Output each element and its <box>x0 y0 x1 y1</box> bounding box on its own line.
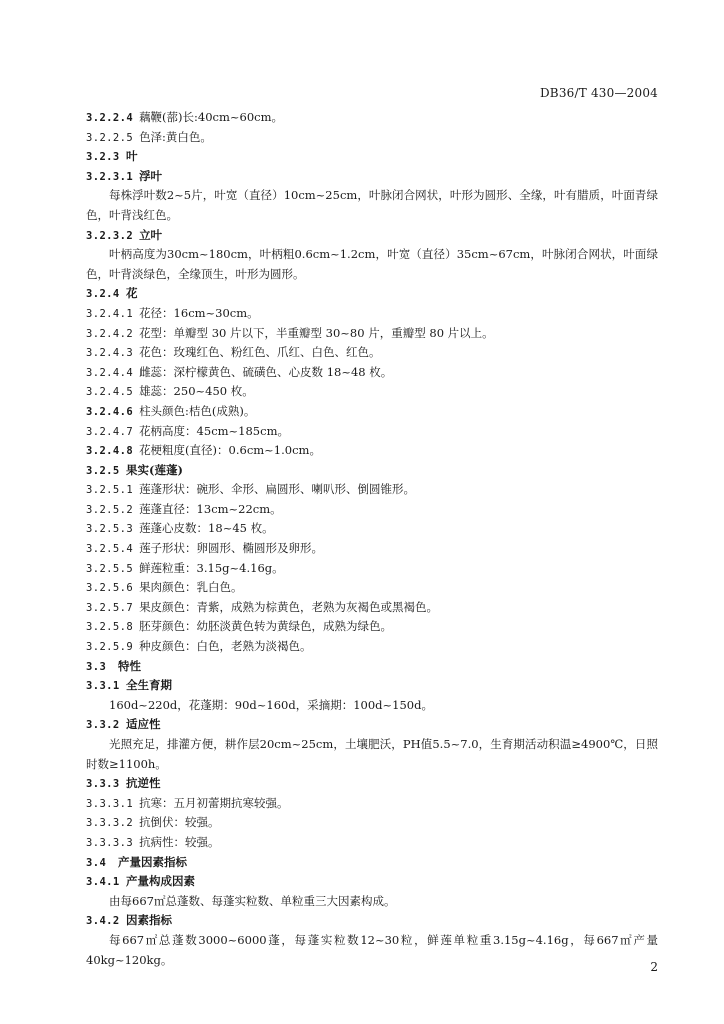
section-number: 3.2.4.7 <box>86 425 134 438</box>
section-text: 果皮颜色：青紫，成熟为棕黄色，老熟为灰褐色或黑褐色。 <box>139 599 439 614</box>
section-heading <box>86 167 658 187</box>
paragraph: 每株浮叶数2~5片，叶宽（直径）10cm~25cm，叶脉闭合网状，叶形为圆形、全缘，叶有腊质，叶面青绿色，叶背浅红色。 <box>86 188 658 222</box>
section-number: 3.2.5.4 <box>86 543 134 556</box>
section-number: 3.2.5.8 <box>86 621 134 634</box>
section-heading <box>86 578 658 598</box>
section-number: 3.2.3 <box>86 151 120 164</box>
section-heading <box>86 598 658 618</box>
section-text: 适应性 <box>126 717 161 732</box>
section-number: 3.2.5.3 <box>86 523 134 536</box>
section-heading <box>86 539 658 559</box>
section-number: 3.2.5.2 <box>86 503 134 516</box>
section-text: 花 <box>126 286 138 301</box>
section-heading <box>86 911 658 931</box>
section-text: 抗寒：五月初蕾期抗寒较强。 <box>139 795 289 810</box>
section-heading <box>86 715 658 735</box>
section-text: 雌蕊：深柠檬黄色、硫磺色、心皮数 18~48 枚。 <box>139 364 393 379</box>
section-number: 3.3.3.1 <box>86 797 134 810</box>
section-number: 3.3.1 <box>86 680 120 693</box>
section-number: 3.4.1 <box>86 876 120 889</box>
section-number: 3.2.4 <box>86 288 120 301</box>
section-number: 3.2.4.6 <box>86 405 134 418</box>
section-text: 色泽:黄白色。 <box>139 129 212 144</box>
section-text: 抗倒伏：较强。 <box>139 815 220 830</box>
section-number: 3.3.2 <box>86 719 120 732</box>
section-heading <box>86 794 658 814</box>
section-text: 浮叶 <box>139 168 163 183</box>
section-number: 3.2.5 <box>86 464 120 477</box>
section-heading <box>86 637 658 657</box>
section-heading <box>86 128 658 148</box>
section-heading <box>86 226 658 246</box>
section-heading <box>86 422 658 442</box>
section-heading <box>86 324 658 344</box>
section-heading <box>86 382 658 402</box>
document-body <box>86 108 658 970</box>
section-heading <box>86 363 658 383</box>
section-heading <box>86 500 658 520</box>
section-text: 雄蕊：250~450 枚。 <box>139 384 254 399</box>
section-text: 花径：16cm~30cm。 <box>139 305 259 320</box>
section-number: 3.2.5.7 <box>86 601 134 614</box>
section-text: 因素指标 <box>126 913 172 928</box>
section-text: 叶 <box>126 149 138 164</box>
section-text: 特性 <box>118 658 141 673</box>
section-text: 莲蓬形状：碗形、伞形、扁圆形、喇叭形、倒圆锥形。 <box>139 482 416 497</box>
section-text: 藕鞭(蔀)长:40cm~60cm。 <box>139 110 284 124</box>
section-text: 花梗粗度(直径)：0.6cm~1.0cm。 <box>139 443 321 458</box>
section-number: 3.2.5.5 <box>86 562 134 575</box>
section-number: 3.2.3.2 <box>86 229 134 242</box>
section-heading <box>86 872 658 892</box>
paragraph: 由每667㎡总蓬数、每蓬实粒数、单粒重三大因素构成。 <box>109 893 396 908</box>
section-number: 3.3.3 <box>86 778 120 791</box>
section-text: 抗病性：较强。 <box>139 834 220 849</box>
section-text: 莲蓬心皮数：18~45 枚。 <box>139 521 274 536</box>
section-heading <box>86 774 658 794</box>
section-number: 3.3.3.3 <box>86 836 134 849</box>
section-number: 3.2.3.1 <box>86 170 134 183</box>
paragraph: 叶柄高度为30cm~180cm，叶柄粗0.6cm~1.2cm，叶宽（直径）35cm~67cm，叶脉闭合网状，叶面绿色，叶背淡绿色，全缘顶生，叶形为圆形。 <box>86 247 658 281</box>
section-heading <box>86 284 658 304</box>
section-number: 3.2.2.5 <box>86 131 134 144</box>
section-number: 3.2.4.8 <box>86 445 134 458</box>
section-text: 花色：玫瑰红色、粉红色、爪红、白色、红色。 <box>139 345 381 360</box>
section-number: 3.2.4.2 <box>86 327 134 340</box>
section-heading <box>86 617 658 637</box>
section-heading <box>86 519 658 539</box>
section-text: 花柄高度：45cm~185cm。 <box>139 423 289 438</box>
page-number: 2 <box>650 960 658 974</box>
section-heading <box>86 108 658 128</box>
section-number: 3.2.2.4 <box>86 112 134 124</box>
section-number: 3.4.2 <box>86 915 120 928</box>
section-number: 3.4 <box>86 856 107 869</box>
section-heading <box>86 853 658 873</box>
paragraph: 光照充足，排灌方便，耕作层20cm~25cm，土壤肥沃，PH值5.5~7.0，生育期活动积温≥4900℃，日照时数≥1100h。 <box>86 737 658 771</box>
section-text: 胚芽颜色：幼胚淡黄色转为黄绿色，成熟为绿色。 <box>139 619 393 634</box>
section-number: 3.2.4.3 <box>86 347 134 360</box>
section-heading <box>86 657 658 677</box>
section-number: 3.2.5.6 <box>86 582 134 595</box>
section-text: 抗逆性 <box>126 776 161 791</box>
section-heading <box>86 559 658 579</box>
section-heading <box>86 461 658 481</box>
section-number: 3.2.4.1 <box>86 307 134 320</box>
section-heading <box>86 441 658 461</box>
section-text: 莲蓬直径：13cm~22cm。 <box>139 501 282 516</box>
section-text: 种皮颜色：白色，老熟为淡褐色。 <box>139 639 312 654</box>
section-number: 3.3 <box>86 660 107 673</box>
section-number: 3.3.3.2 <box>86 817 134 830</box>
paragraph: 每667㎡总蓬数3000~6000蓬，每蓬实粒数12~30粒，鲜莲单粒重3.15g~4.16g，每667㎡产量40kg~120kg。 <box>86 932 658 967</box>
section-number: 3.2.4.4 <box>86 366 134 379</box>
section-number: 3.2.5.9 <box>86 641 134 654</box>
section-heading <box>86 304 658 324</box>
section-heading <box>86 833 658 853</box>
document-code-header: DB36/T 430—2004 <box>539 86 658 100</box>
section-heading <box>86 813 658 833</box>
section-heading <box>86 402 658 422</box>
section-text: 花型：单瓣型 30 片以下，半重瓣型 30~80 片，重瓣型 80 片以上。 <box>139 325 494 340</box>
section-number: 3.2.5.1 <box>86 484 134 497</box>
section-text: 全生育期 <box>126 678 172 693</box>
paragraph: 160d~220d，花蓬期：90d~160d，采摘期：100d~150d。 <box>109 697 433 712</box>
section-heading <box>86 480 658 500</box>
section-text: 鲜莲粒重：3.15g~4.16g。 <box>139 560 284 575</box>
section-text: 果实(莲蓬) <box>126 462 183 477</box>
section-text: 莲子形状：卵圆形、椭圆形及卵形。 <box>139 541 324 556</box>
section-text: 产量构成因素 <box>126 874 195 889</box>
section-text: 柱头颜色:桔色(成熟)。 <box>139 403 256 418</box>
section-heading <box>86 147 658 167</box>
section-text: 产量因素指标 <box>118 854 187 869</box>
section-text: 果肉颜色：乳白色。 <box>139 580 243 595</box>
section-heading <box>86 343 658 363</box>
section-number: 3.2.4.5 <box>86 386 134 399</box>
section-heading <box>86 676 658 696</box>
section-text: 立叶 <box>139 227 163 242</box>
